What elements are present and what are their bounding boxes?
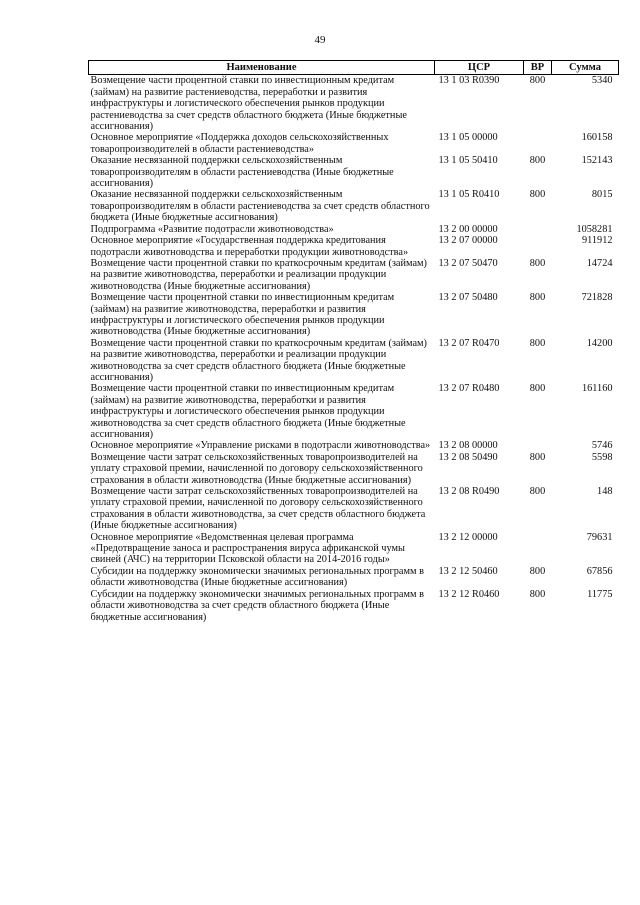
table-row bbox=[89, 75, 619, 133]
row-name: Возмещение части затрат сельскохозяйственных товаропроизводителей на уплату страховой премии, начисленной по договору сельскохозяйственного страхования в области животноводства, за счет средств областного бюджета (Иные бюджетные ассигнования) bbox=[90, 486, 426, 532]
table-row bbox=[89, 155, 619, 189]
row-vr: 800 bbox=[529, 486, 546, 498]
row-vr: 800 bbox=[529, 383, 546, 395]
row-sum: 160158 bbox=[581, 132, 613, 144]
row-vr bbox=[524, 532, 552, 566]
row-vr: 800 bbox=[529, 337, 546, 349]
row-name: Основное мероприятие «Государственная поддержка кредитования подотрасли животноводства и переработки продукции животноводства» bbox=[90, 235, 409, 258]
row-sum: 5598 bbox=[591, 451, 613, 463]
table-row bbox=[89, 566, 619, 589]
row-sum: 911912 bbox=[581, 235, 613, 247]
row-csr: 13 2 12 00000 bbox=[438, 531, 498, 543]
table-row bbox=[89, 452, 619, 486]
table-row bbox=[89, 292, 619, 338]
row-vr bbox=[524, 224, 552, 235]
row-csr: 13 2 07 00000 bbox=[438, 235, 498, 247]
row-vr: 800 bbox=[529, 451, 546, 463]
row-vr: 800 bbox=[529, 565, 546, 577]
row-sum: 148 bbox=[597, 486, 613, 498]
table-row bbox=[89, 235, 619, 258]
row-name: Оказание несвязанной поддержки сельскохозяйственным товаропроизводителям в области растениеводства за счет средств областного бюджета (Иные бюджетные ассигнования) bbox=[90, 189, 430, 224]
header-csr: ЦСР bbox=[435, 61, 524, 75]
row-csr: 13 2 07 R0470 bbox=[438, 337, 500, 349]
table-row bbox=[89, 440, 619, 451]
row-sum: 161160 bbox=[581, 383, 613, 395]
table-row bbox=[89, 189, 619, 223]
table-row bbox=[89, 132, 619, 155]
row-vr bbox=[524, 132, 552, 155]
row-sum: 14724 bbox=[586, 257, 613, 269]
row-sum: 67856 bbox=[586, 565, 613, 577]
row-csr: 13 2 08 R0490 bbox=[438, 486, 500, 498]
row-sum: 5340 bbox=[591, 75, 613, 87]
row-vr: 800 bbox=[529, 257, 546, 269]
row-vr: 800 bbox=[529, 189, 546, 201]
row-csr: 13 1 05 50410 bbox=[438, 155, 498, 167]
row-name: Основное мероприятие «Ведомственная целевая программа «Предотвращение заноса и распространения вируса африканской чумы свиней (АЧС) на территории Псковской области на 2014-2016 годы» bbox=[90, 531, 405, 566]
budget-table bbox=[88, 60, 619, 623]
row-name: Подпрограмма «Развитие подотрасли животноводства» bbox=[90, 223, 334, 235]
row-vr: 800 bbox=[529, 155, 546, 167]
row-vr: 800 bbox=[529, 292, 546, 304]
row-name: Возмещение части процентной ставки по краткосрочным кредитам (займам) на развитие животноводства, переработки и реализации продукции животноводства за счет средств областного бюджета (Иные бюджетные ассигнования) bbox=[90, 337, 427, 383]
table-header-row bbox=[89, 61, 619, 75]
header-name: Наименование bbox=[89, 61, 435, 75]
row-vr bbox=[524, 235, 552, 258]
row-sum: 1058281 bbox=[576, 223, 613, 235]
row-name: Оказание несвязанной поддержки сельскохозяйственным товаропроизводителям в области растениеводства (Иные бюджетные ассигнования) bbox=[90, 155, 394, 190]
row-name: Возмещение части процентной ставки по инвестиционным кредитам (займам) на развитие животноводства, переработки и развития инфраструктуры и логистического обеспечения рынков продукции животноводства (Иные бюджетные ассигнования) bbox=[90, 292, 395, 338]
row-sum: 152143 bbox=[581, 155, 613, 167]
row-name: Возмещение части процентной ставки по инвестиционным кредитам (займам) на развитие растениеводства, переработки и развития инфраструктуры и логистического обеспечения рынков продукции растениеводства за счет средств областного бюджета (Иные бюджетные ассигнования) bbox=[90, 75, 407, 133]
row-name: Основное мероприятие «Управление рисками в подотрасли животноводства» bbox=[90, 440, 431, 452]
row-vr bbox=[524, 440, 552, 451]
table-row bbox=[89, 383, 619, 440]
row-csr: 13 2 12 R0460 bbox=[438, 588, 500, 600]
row-name: Субсидии на поддержку экономически значимых региональных программ в области животноводства за счет средств областного бюджета (Иные бюджетные ассигнования) bbox=[90, 588, 424, 623]
table-row bbox=[89, 532, 619, 566]
row-sum: 5746 bbox=[591, 440, 613, 452]
table-row bbox=[89, 224, 619, 235]
table-row bbox=[89, 589, 619, 623]
row-csr: 13 2 08 50490 bbox=[438, 451, 498, 463]
row-csr: 13 2 07 R0480 bbox=[438, 383, 500, 395]
row-sum: 11775 bbox=[587, 588, 613, 600]
row-csr: 13 2 07 50480 bbox=[438, 292, 498, 304]
row-vr: 800 bbox=[529, 588, 546, 600]
row-vr: 800 bbox=[529, 75, 546, 87]
row-csr: 13 1 05 R0410 bbox=[438, 189, 500, 201]
row-name: Субсидии на поддержку экономически значимых региональных программ в области животноводства (Иные бюджетные ассигнования) bbox=[90, 565, 424, 589]
table-row bbox=[89, 338, 619, 384]
header-vr: ВР bbox=[524, 61, 552, 75]
row-csr: 13 2 07 50470 bbox=[438, 257, 498, 269]
row-csr: 13 2 00 00000 bbox=[438, 223, 498, 235]
row-csr: 13 1 05 00000 bbox=[438, 132, 498, 144]
page-number: 49 bbox=[314, 34, 326, 46]
row-name: Возмещение части процентной ставки по инвестиционным кредитам (займам) на развитие животноводства, переработки и развития инфраструктуры и логистического обеспечения рынков продукции животноводства за счет средств областного бюджета (Иные бюджетные ассигнования) bbox=[90, 383, 406, 440]
row-csr: 13 1 03 R0390 bbox=[438, 75, 500, 87]
row-csr: 13 2 12 50460 bbox=[438, 565, 498, 577]
row-csr: 13 2 08 00000 bbox=[438, 440, 498, 452]
row-sum: 8015 bbox=[591, 189, 613, 201]
row-name: Возмещение части процентной ставки по краткосрочным кредитам (займам) на развитие животноводства, переработки и реализации продукции животноводства (Иные бюджетные ассигнования) bbox=[90, 257, 427, 292]
row-name: Возмещение части затрат сельскохозяйственных товаропроизводителей на уплату страховой премии, начисленной по договору сельскохозяйственного страхования в области животноводства (Иные бюджетные ассигнования) bbox=[90, 451, 423, 486]
row-sum: 721828 bbox=[581, 292, 613, 304]
header-sum: Сумма bbox=[552, 61, 619, 75]
table-row bbox=[89, 486, 619, 532]
row-sum: 14200 bbox=[586, 337, 613, 349]
row-name: Основное мероприятие «Поддержка доходов сельскохозяйственных товаропроизводителей в области растениеводства» bbox=[90, 132, 389, 155]
table-row bbox=[89, 258, 619, 292]
row-sum: 79631 bbox=[586, 531, 613, 543]
